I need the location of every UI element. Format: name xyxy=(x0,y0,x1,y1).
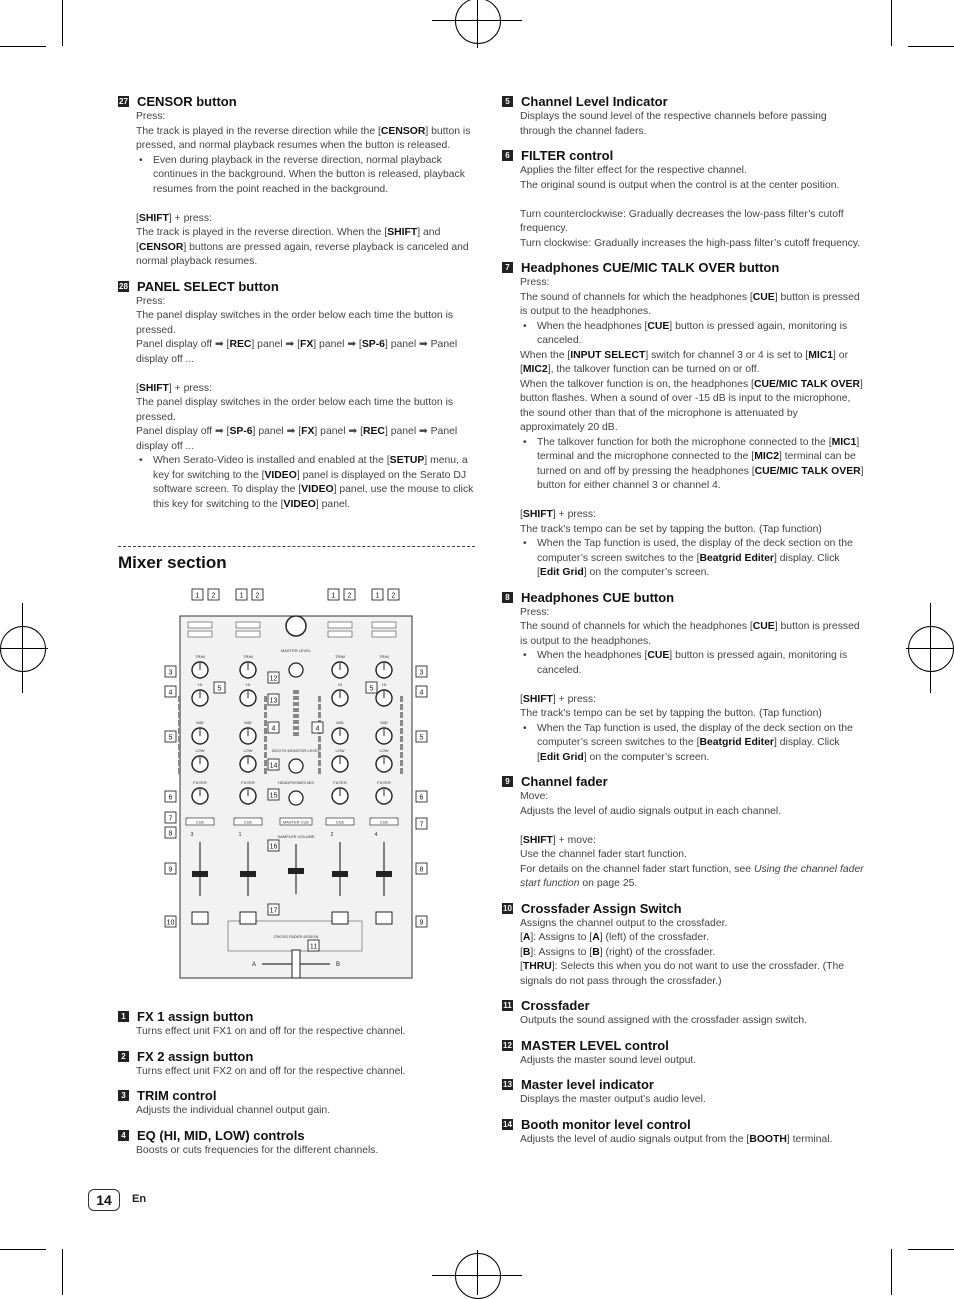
paragraph: [SHIFT] + press: xyxy=(520,509,596,520)
callout-number: 5 xyxy=(168,734,173,742)
center-label: BOOTH MONITOR LEVEL xyxy=(272,748,320,753)
section-heading xyxy=(502,148,864,163)
section-channel-level-indicator xyxy=(502,94,864,139)
cue-label: CUE xyxy=(335,819,345,825)
paragraph: Turn counterclockwise: Gradually decreases the low-pass filter’s cutoff frequency. xyxy=(520,208,844,234)
item-number-badge: 7 xyxy=(502,262,513,273)
channel-number: 4 xyxy=(374,832,378,838)
paragraph: Adjusts the individual channel output gain. xyxy=(136,1105,331,1116)
section-title-text: FX 1 assign button xyxy=(137,1009,254,1024)
callout-number: 9 xyxy=(168,866,173,874)
section-channel-fader xyxy=(502,774,864,892)
level-meter-segment xyxy=(400,736,403,742)
callout-number: 1 xyxy=(375,592,380,600)
callout-number: 7 xyxy=(168,815,173,823)
section-heading xyxy=(118,1049,475,1064)
level-meter-segment xyxy=(264,768,267,774)
level-meter-segment xyxy=(400,760,403,766)
cue-label: CUE xyxy=(379,819,389,825)
master-level-indicator xyxy=(293,720,299,724)
paragraph: The panel display switches in the order below each time the button is pressed. xyxy=(136,397,454,423)
callout-number: 3 xyxy=(419,669,424,677)
item-number-badge: 12 xyxy=(503,1040,512,1050)
paragraph: The sound of channels for which the headphones [CUE] button is pressed is output to the headphones. xyxy=(520,621,860,647)
paragraph: [THRU]: Selects this when you do not want to use the crossfader. (The signals do not pass through the crossfader.) xyxy=(520,961,845,987)
master-level-indicator xyxy=(293,732,299,736)
item-number-badge: 2 xyxy=(118,1051,129,1062)
section-heading xyxy=(118,1009,475,1024)
level-meter-segment xyxy=(264,760,267,766)
level-meter-segment xyxy=(178,736,181,742)
section-trim-control xyxy=(118,1088,475,1119)
level-meter-segment xyxy=(400,712,403,718)
knob-label: TRIM xyxy=(379,654,389,659)
item-number-badge: 10 xyxy=(503,903,512,913)
callout-number: 16 xyxy=(269,843,278,851)
section-filter-control xyxy=(502,148,864,251)
crop-mark xyxy=(908,46,954,47)
level-meter-segment xyxy=(264,712,267,718)
section-fx-2-assign-button xyxy=(118,1049,475,1080)
callout-number: 15 xyxy=(269,792,278,800)
section-eq-hi-mid-low-controls xyxy=(118,1128,475,1159)
section-title-text: Crossfader xyxy=(521,998,590,1013)
knob-label: MID xyxy=(244,720,252,725)
level-meter-segment xyxy=(178,720,181,726)
channel-fader-knob xyxy=(240,871,256,877)
channel-number: 3 xyxy=(190,832,194,838)
registration-mark xyxy=(477,0,478,48)
bullet-item: • When the headphones [CUE] button is pressed again, monitoring is canceled. xyxy=(520,649,864,678)
section-fx-1-assign-button xyxy=(118,1009,475,1040)
level-meter-segment xyxy=(400,768,403,774)
callout-number: 10 xyxy=(166,919,175,927)
center-label: MASTER CUE xyxy=(282,819,310,825)
paragraph: Applies the filter effect for the respective channel. xyxy=(520,165,747,176)
paragraph: Displays the master output’s audio level. xyxy=(520,1094,706,1105)
callout-number: 4 xyxy=(419,689,424,697)
spacer xyxy=(136,197,475,212)
crop-mark xyxy=(62,0,63,46)
crossfader-knob xyxy=(292,950,300,978)
fx-button xyxy=(236,631,260,637)
item-number-badge: 9 xyxy=(502,776,513,787)
center-label: SAMPLER VOLUME xyxy=(277,834,315,839)
paragraph: Panel display off ➡ [REC] panel ➡ [FX] panel ➡ [SP-6] panel ➡ Panel display off ... xyxy=(136,339,458,365)
knob-label: HI xyxy=(382,682,386,687)
center-label: HEADPHONES MIX xyxy=(277,780,315,785)
mixer-diagram xyxy=(162,586,430,986)
registration-mark xyxy=(455,0,501,44)
section-title-text: FX 2 assign button xyxy=(137,1048,254,1064)
section-heading xyxy=(502,94,864,109)
spacer xyxy=(136,367,475,382)
paragraph: Adjusts the master sound level output. xyxy=(520,1054,697,1066)
section-title-text: Channel fader xyxy=(521,774,608,789)
level-meter-segment xyxy=(264,728,267,734)
paragraph: The original sound is output when the control is at the center position. xyxy=(520,179,840,191)
item-number-badge: 13 xyxy=(503,1080,512,1089)
section-title-text: Headphones CUE button xyxy=(521,589,675,605)
section-crossfader-assign-switch xyxy=(502,901,864,990)
paragraph: Press: xyxy=(136,111,166,122)
level-meter-segment xyxy=(178,728,181,734)
sampler-fader-knob xyxy=(288,868,304,874)
knob-label: MID xyxy=(196,720,204,725)
callout-number: 2 xyxy=(347,592,352,600)
cue-label: CUE xyxy=(195,819,205,825)
paragraph: Adjusts the level of audio signals output from the [BOOTH] terminal. xyxy=(520,1133,833,1145)
section-heading xyxy=(502,590,864,605)
level-meter-segment xyxy=(178,760,181,766)
channel-fader-knob xyxy=(332,871,348,877)
registration-mark xyxy=(930,603,931,693)
callout-number: 6 xyxy=(419,794,424,802)
callout-number: 12 xyxy=(269,675,278,683)
knob-label: HI xyxy=(246,682,250,687)
callout-number: 4 xyxy=(315,725,320,733)
right-column xyxy=(502,94,864,1156)
center-label: MASTER LEVEL xyxy=(280,648,312,653)
channel-fader-knob xyxy=(192,871,208,877)
registration-mark xyxy=(455,1253,501,1299)
paragraph: [SHIFT] + move: xyxy=(520,834,596,846)
headphones-mix-knob xyxy=(289,791,303,805)
callout-number: 2 xyxy=(211,592,216,600)
knob-label: LOW xyxy=(195,748,205,753)
section-heading xyxy=(502,1117,864,1132)
bullet-item: • The talkover function for both the microphone connected to the [MIC1] terminal and the microphone connected to the [MIC2] terminal can be turned on and off by pressing the headphones [CUE/MIC TALK OVER] button for either channel 3 or channel 4. xyxy=(520,436,864,494)
master-level-indicator xyxy=(293,696,299,700)
paragraph: Turn clockwise: Gradually increases the high-pass filter’s cutoff frequency. xyxy=(520,237,861,249)
channel-number: 1 xyxy=(238,832,242,838)
knob-label: LOW xyxy=(335,748,345,753)
section-divider xyxy=(118,546,475,547)
item-number-badge: 27 xyxy=(119,97,128,106)
mixer-items-column xyxy=(118,1009,475,1167)
paragraph: The panel display switches in the order below each time the button is pressed. xyxy=(136,310,454,336)
callout-number: 4 xyxy=(271,725,276,733)
bullet-item: • Even during playback in the reverse direction, normal playback continues in the background. When the button is released, playback resumes from the point reached in the background. xyxy=(136,154,475,198)
callout-number: 6 xyxy=(168,794,173,802)
level-meter-segment xyxy=(178,712,181,718)
paragraph: The track’s tempo can be set by tapping the button. (Tap function) xyxy=(520,708,822,719)
callout-number: 14 xyxy=(269,762,278,770)
item-number-badge: 28 xyxy=(119,281,128,291)
channel-number: 2 xyxy=(330,832,334,838)
section-title-text: Booth monitor level control xyxy=(521,1116,691,1132)
crop-mark xyxy=(0,1249,46,1250)
paragraph: Press: xyxy=(136,295,166,307)
bullet-item: • When the Tap function is used, the display of the deck section on the computer’s screen switches to the [Beatgrid Editer] display. Click [Edit Grid] on the computer’s screen. xyxy=(520,537,864,581)
section-heading xyxy=(502,1038,864,1053)
crossfader-b-label: B xyxy=(336,962,341,968)
paragraph: [SHIFT] + press: xyxy=(136,212,212,224)
paragraph: Adjusts the level of audio signals output in each channel. xyxy=(520,805,782,817)
paragraph: Displays the sound level of the respective channels before passing through the channel faders. xyxy=(520,111,827,137)
fx-button xyxy=(236,622,260,628)
crop-mark xyxy=(908,1249,954,1250)
section-crossfader xyxy=(502,998,864,1029)
section-headphones-cue-mic-talk-over-button xyxy=(502,260,864,581)
crop-mark xyxy=(0,46,46,47)
section-heading xyxy=(118,94,475,109)
knob-label: FILTER xyxy=(333,780,347,785)
level-meter-segment xyxy=(400,744,403,750)
section-title-text: Crossfader Assign Switch xyxy=(521,900,682,916)
level-meter-segment xyxy=(264,696,267,702)
section-heading xyxy=(118,1088,475,1103)
fx-button xyxy=(188,631,212,637)
fx-button xyxy=(372,631,396,637)
paragraph: Outputs the sound assigned with the crossfader assign switch. xyxy=(520,1015,808,1026)
section-title-text: Channel Level Indicator xyxy=(521,94,668,109)
callout-number: 1 xyxy=(239,592,244,600)
item-number-badge: 3 xyxy=(118,1090,129,1101)
section-censor-button xyxy=(118,94,475,270)
callout-number: 2 xyxy=(255,592,260,600)
cue-label: CUE xyxy=(243,819,253,825)
crossfader-assign-switch xyxy=(240,912,256,924)
section-master-level-control xyxy=(502,1038,864,1069)
crossfader-assign-switch xyxy=(192,912,208,924)
page-number: 14 xyxy=(88,1189,120,1211)
section-booth-monitor-level-control xyxy=(502,1117,864,1148)
section-title-text: Master level indicator xyxy=(521,1077,654,1092)
fx-button xyxy=(328,622,352,628)
left-column xyxy=(118,94,475,521)
paragraph: For details on the channel fader start function, see Using the channel fader start function on page 25. xyxy=(520,863,864,889)
registration-mark xyxy=(0,648,48,649)
callout-number: 1 xyxy=(331,592,336,600)
spacer xyxy=(520,193,864,208)
callout-number: 3 xyxy=(168,669,173,677)
level-meter-segment xyxy=(178,752,181,758)
section-heading xyxy=(502,774,864,789)
knob-label: MID xyxy=(336,720,344,725)
knob-label: HI xyxy=(198,682,202,687)
paragraph: Turns effect unit FX1 on and off for the respective channel. xyxy=(136,1026,406,1037)
registration-mark xyxy=(908,626,954,672)
item-number-badge: 1 xyxy=(118,1011,129,1022)
registration-mark xyxy=(0,626,46,672)
level-meter-segment xyxy=(318,736,321,742)
callout-number: 5 xyxy=(419,734,424,742)
callout-number: 17 xyxy=(269,907,278,915)
section-heading xyxy=(502,901,864,916)
section-title-text: FILTER control xyxy=(521,148,614,163)
bullet-item: • When the Tap function is used, the display of the deck section on the computer’s screen switches to the [Beatgrid Editer] display. Click [Edit Grid] on the computer’s screen. xyxy=(520,722,864,766)
paragraph: The track’s tempo can be set by tapping the button. (Tap function) xyxy=(520,523,822,535)
fx-button xyxy=(188,622,212,628)
bullet-item: • When Serato-Video is installed and enabled at the [SETUP] menu, a key for switching to the [VIDEO] panel is displayed on the Serato DJ software screen. To display the [VIDEO] panel, use the mouse to click this key for switching to the [VIDEO] panel. xyxy=(136,454,475,512)
paragraph: [SHIFT] + press: xyxy=(136,382,212,394)
callout-number: 1 xyxy=(195,592,200,600)
master-level-indicator xyxy=(293,702,299,706)
item-number-badge: 14 xyxy=(503,1119,512,1129)
item-number-badge: 4 xyxy=(118,1130,129,1141)
callout-number: 8 xyxy=(168,830,173,838)
level-meter-segment xyxy=(318,696,321,702)
knob-label: FILTER xyxy=(377,780,391,785)
paragraph: The track is played in the reverse direction while the [CENSOR] button is pressed, and normal playback resumes when the button is released. xyxy=(136,125,471,151)
knob-label: TRIM xyxy=(195,654,205,659)
fx-button xyxy=(328,631,352,637)
paragraph: Assigns the channel output to the crossfader. xyxy=(520,917,728,929)
crossfader-assign-switch xyxy=(332,912,348,924)
spacer xyxy=(520,494,864,509)
callout-number: 11 xyxy=(309,943,318,951)
item-number-badge: 8 xyxy=(502,592,513,603)
level-meter-segment xyxy=(400,704,403,710)
level-meter-segment xyxy=(318,760,321,766)
knob-label: LOW xyxy=(379,748,389,753)
section-master-level-indicator xyxy=(502,1077,864,1108)
section-title-text: EQ (HI, MID, LOW) controls xyxy=(137,1127,305,1143)
master-level-indicator xyxy=(293,708,299,712)
section-heading xyxy=(118,1128,475,1143)
master-level-knob xyxy=(289,663,303,677)
section-heading xyxy=(502,1077,864,1092)
item-number-badge: 5 xyxy=(502,96,513,107)
level-meter-segment xyxy=(178,744,181,750)
paragraph: [B]: Assigns to [B] (right) of the crossfader. xyxy=(520,946,716,958)
paragraph: Press: xyxy=(520,277,550,288)
paragraph: The sound of channels for which the headphones [CUE] button is pressed is output to the headphones. xyxy=(520,291,860,317)
crop-mark xyxy=(891,0,892,46)
level-meter-segment xyxy=(264,744,267,750)
paragraph: Panel display off ➡ [SP-6] panel ➡ [FX] panel ➡ [REC] panel ➡ Panel display off ... xyxy=(136,426,458,452)
callout-number: 2 xyxy=(391,592,396,600)
level-meter-segment xyxy=(400,696,403,702)
language-label: En xyxy=(132,1193,147,1205)
callout-number: 13 xyxy=(269,697,278,705)
crop-mark xyxy=(891,1249,892,1295)
section-title-text: CENSOR button xyxy=(137,94,237,109)
level-meter-segment xyxy=(264,720,267,726)
callout-number: 9 xyxy=(419,919,424,927)
paragraph: [SHIFT] + press: xyxy=(520,693,596,705)
section-title-text: Headphones CUE/MIC TALK OVER button xyxy=(521,260,780,275)
level-meter-segment xyxy=(178,768,181,774)
bullet-item: • When the headphones [CUE] button is pressed again, monitoring is canceled. xyxy=(520,320,864,349)
knob-label: FILTER xyxy=(193,780,207,785)
channel-fader-knob xyxy=(376,871,392,877)
level-meter-segment xyxy=(400,752,403,758)
booth-knob xyxy=(289,759,303,773)
section-heading xyxy=(502,998,864,1013)
section-heading xyxy=(118,279,475,294)
level-meter-segment xyxy=(264,752,267,758)
knob-label: FILTER xyxy=(241,780,255,785)
section-heading xyxy=(502,260,864,275)
callout-number: 7 xyxy=(419,821,424,829)
section-title-text: PANEL SELECT button xyxy=(137,278,279,294)
master-level-indicator xyxy=(293,714,299,718)
browse-knob xyxy=(286,616,306,636)
level-meter-segment xyxy=(318,768,321,774)
center-label: CROSS FADER ASSIGN xyxy=(273,934,319,939)
paragraph: The track is played in the reverse direction. When the [SHIFT] and [CENSOR] buttons are pressed again, reverse playback is canceled and normal playback resumes. xyxy=(136,227,469,267)
spacer xyxy=(520,819,864,834)
knob-label: LOW xyxy=(243,748,253,753)
section-title-text: TRIM control xyxy=(137,1088,217,1103)
level-meter-segment xyxy=(264,736,267,742)
master-level-indicator xyxy=(293,690,299,694)
paragraph: Use the channel fader start function. xyxy=(520,849,687,860)
paragraph: [A]: Assigns to [A] (left) of the crossfader. xyxy=(520,932,709,943)
knob-label: HI xyxy=(338,682,342,687)
registration-mark xyxy=(477,1250,478,1295)
paragraph: Boosts or cuts frequencies for the different channels. xyxy=(136,1144,379,1156)
paragraph: Move: xyxy=(520,791,549,802)
paragraph: Press: xyxy=(520,606,550,618)
section-title-text: MASTER LEVEL control xyxy=(521,1037,669,1053)
paragraph: When the [INPUT SELECT] switch for channel 3 or 4 is set to [MIC1] or [MIC2], the talkover function can be turned on or off. xyxy=(520,349,849,375)
callout-number: 5 xyxy=(369,685,374,693)
crossfader-a-label: A xyxy=(252,962,257,968)
paragraph: When the talkover function is on, the headphones [CUE/MIC TALK OVER] button flashes. When a sound of over -15 dB is input to the microphone, the sound other than that of the microphone is attenuated by approximately 20 dB. xyxy=(520,378,863,433)
section-title: Mixer section xyxy=(118,553,227,572)
crop-mark xyxy=(62,1249,63,1295)
knob-label: TRIM xyxy=(335,654,345,659)
knob-label: MID xyxy=(380,720,388,725)
section-panel-select-button xyxy=(118,279,475,513)
level-meter-segment xyxy=(178,704,181,710)
level-meter-segment xyxy=(318,704,321,710)
paragraph: Turns effect unit FX2 on and off for the respective channel. xyxy=(136,1065,406,1077)
section-headphones-cue-button xyxy=(502,590,864,766)
level-meter-segment xyxy=(400,720,403,726)
level-meter-segment xyxy=(264,704,267,710)
level-meter-segment xyxy=(178,696,181,702)
registration-mark xyxy=(22,603,23,693)
callout-number: 4 xyxy=(168,689,173,697)
item-number-badge: 6 xyxy=(502,150,513,161)
callout-number: 5 xyxy=(217,685,222,693)
crossfader-assign-switch xyxy=(376,912,392,924)
fx-button xyxy=(372,622,396,628)
level-meter-segment xyxy=(400,728,403,734)
spacer xyxy=(520,678,864,693)
master-level-indicator xyxy=(293,726,299,730)
item-number-badge: 11 xyxy=(503,1001,512,1010)
callout-number: 8 xyxy=(419,866,424,874)
level-meter-segment xyxy=(318,712,321,718)
knob-label: TRIM xyxy=(243,654,253,659)
